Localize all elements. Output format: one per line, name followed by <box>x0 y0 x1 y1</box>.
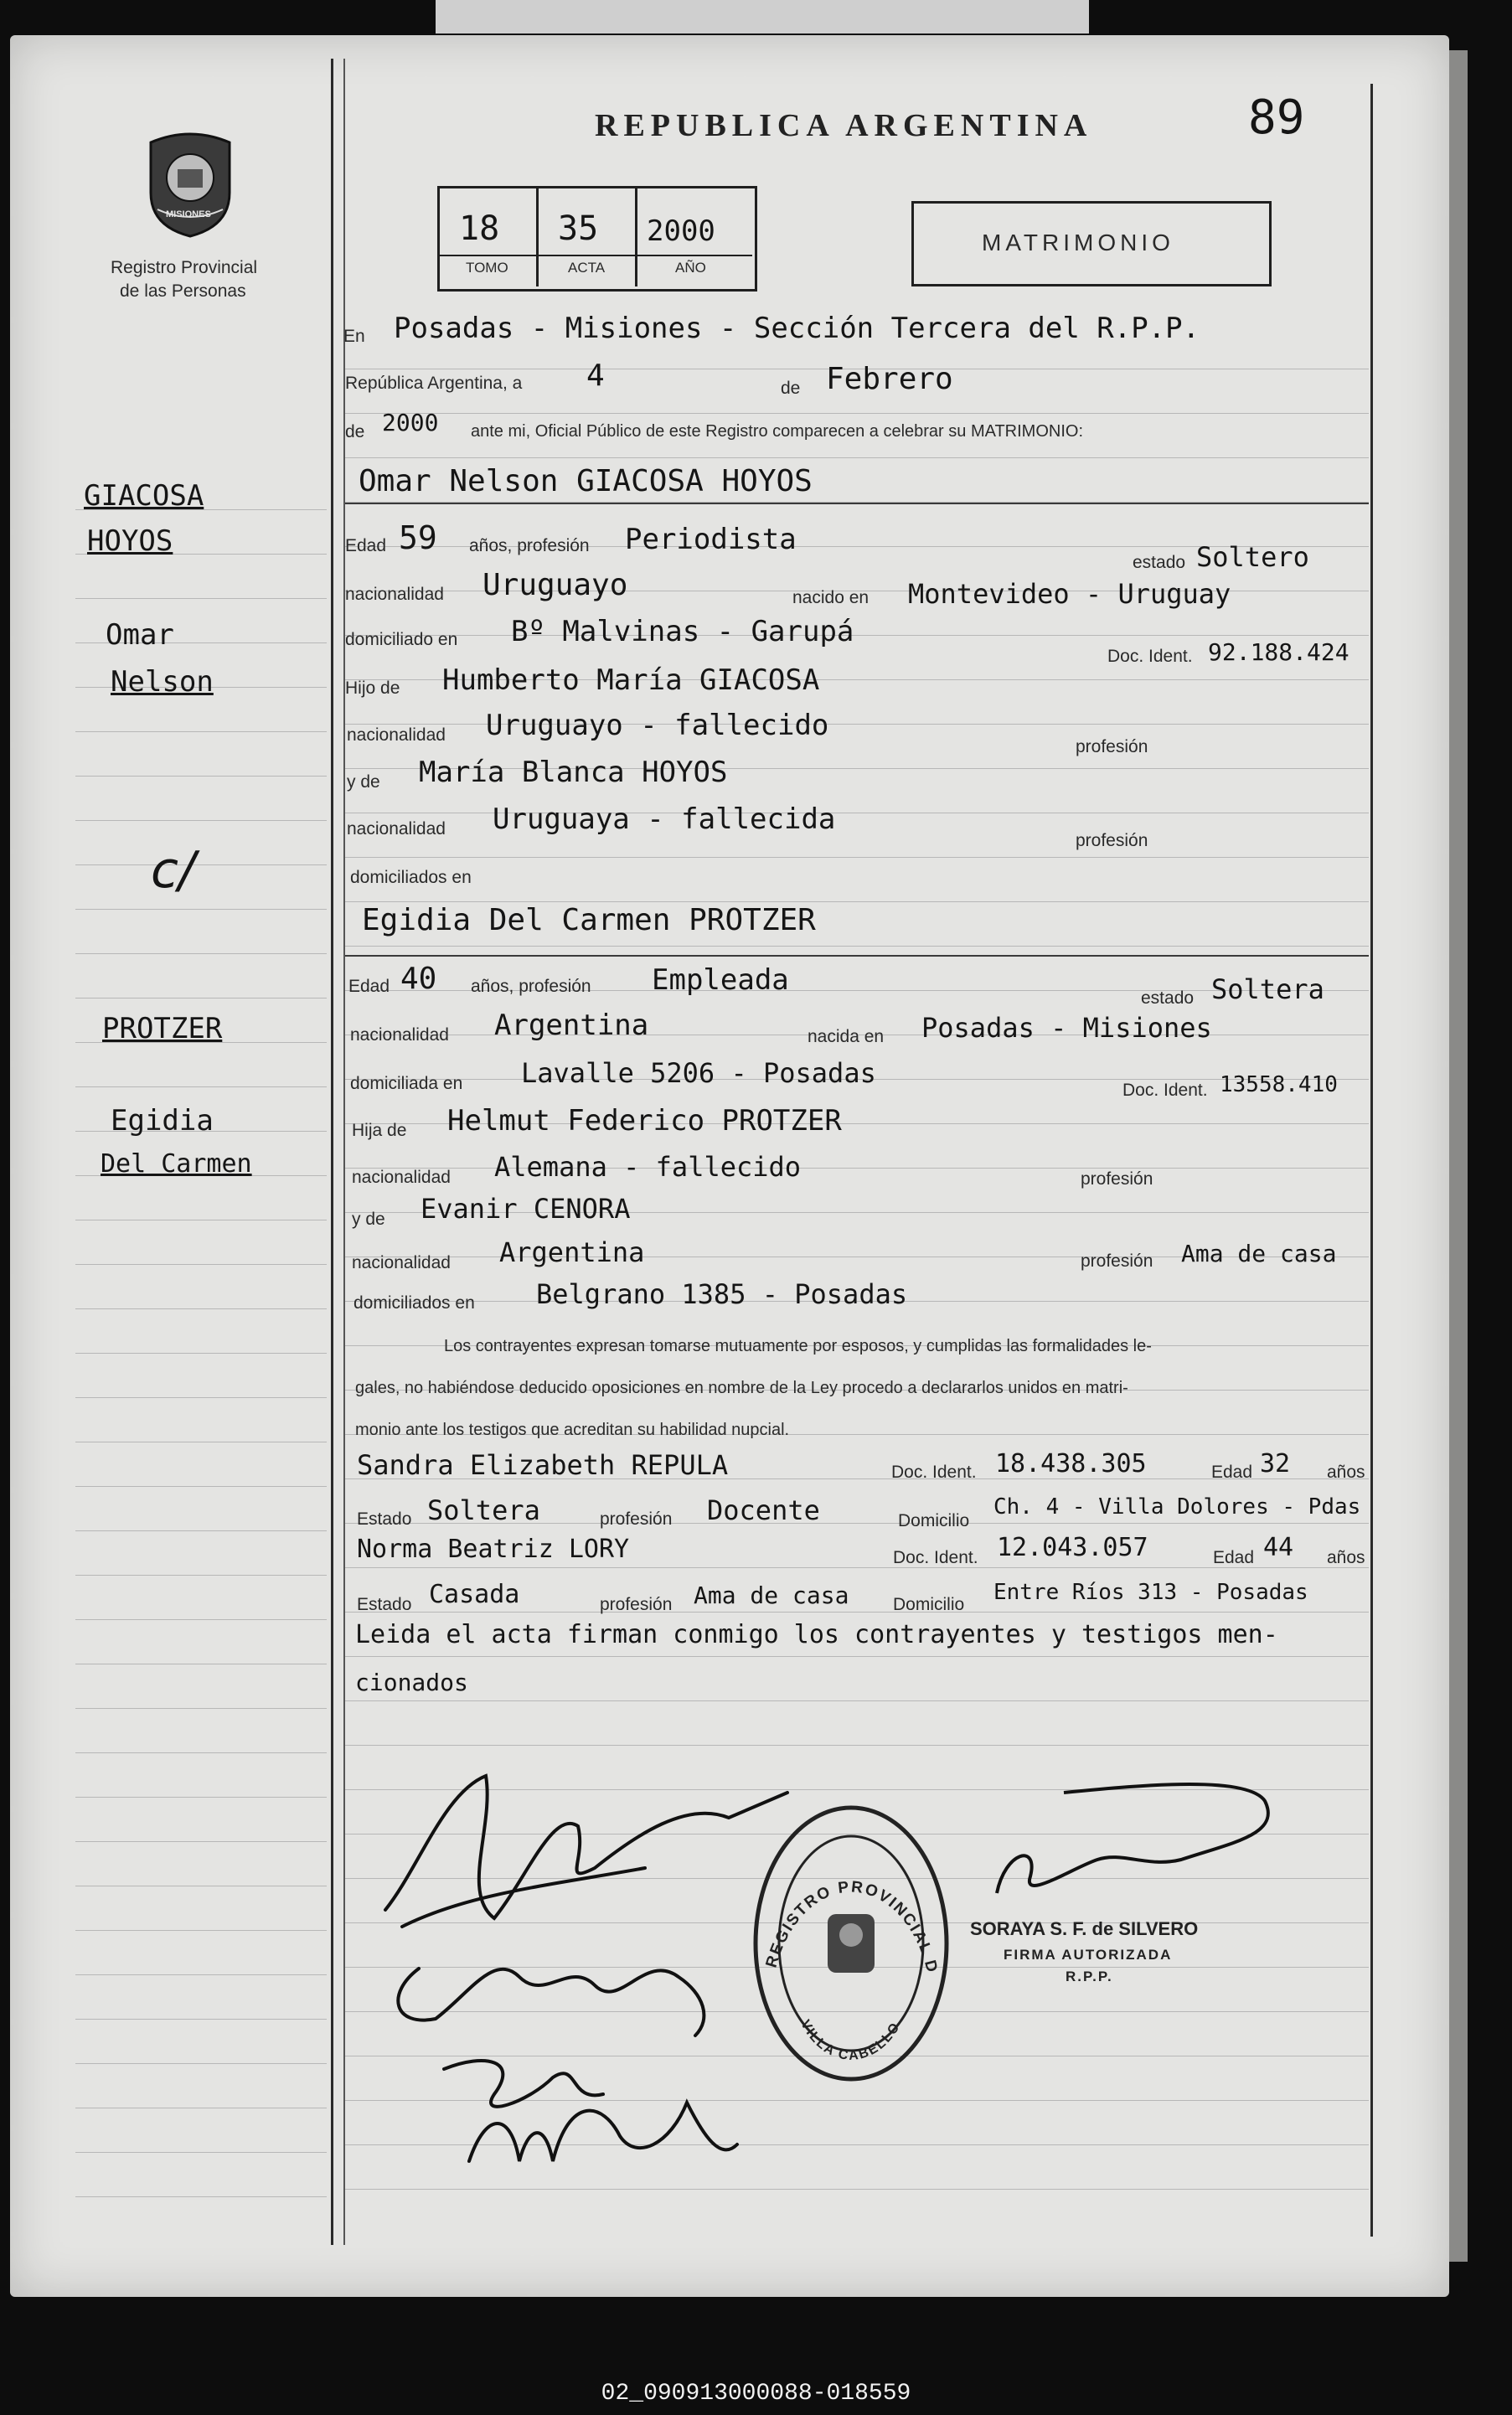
margin-ruled-line <box>75 1797 327 1798</box>
groom-father-nat-label: nacionalidad <box>347 725 446 745</box>
groom-nationality: Uruguayo <box>482 568 628 602</box>
tomo-label: TOMO <box>466 260 508 276</box>
margin-ruled-line <box>75 909 327 910</box>
ruled-line <box>345 1612 1369 1613</box>
margin-ruled-line <box>75 1708 327 1709</box>
groom-father-prof-label: profesión <box>1076 737 1148 756</box>
witness-2-estado-label: Estado <box>357 1595 412 1614</box>
emblem-label: MISIONES <box>166 209 211 219</box>
ruled-line <box>345 457 1369 458</box>
witness-2-status: Casada <box>429 1580 520 1609</box>
witness-2-doc: 12.043.057 <box>997 1533 1148 1562</box>
record-box-divider <box>536 188 539 286</box>
country-title: REPUBLICA ARGENTINA <box>595 108 1093 143</box>
groom-doc-label: Doc. Ident. <box>1107 647 1193 666</box>
witness-1-dom-label: Domicilio <box>898 1511 970 1530</box>
page-top-edge <box>436 0 1089 34</box>
bride-yde-label: y de <box>352 1210 385 1229</box>
witness-1-doc: 18.438.305 <box>995 1449 1147 1478</box>
margin-bride-given-2: Del Carmen <box>101 1149 252 1179</box>
intro-text: ante mi, Oficial Público de este Registro comparecen a celebrar su MATRIMONIO: <box>471 422 1084 441</box>
ruled-line <box>345 635 1369 636</box>
witness-1-edad-label: Edad <box>1211 1463 1253 1482</box>
bride-father-prof-label: profesión <box>1081 1169 1153 1189</box>
groom-mother-nat-label: nacionalidad <box>347 819 446 839</box>
signature-bride <box>398 1969 704 2036</box>
groom-dom-label: domiciliado en <box>345 630 458 649</box>
official-title-1: FIRMA AUTORIZADA <box>1004 1947 1173 1963</box>
margin-ruled-line <box>75 731 327 732</box>
ruled-line <box>345 413 1369 414</box>
margin-ruled-line <box>75 2196 327 2197</box>
groom-estado-label: estado <box>1133 553 1186 572</box>
witness-1-estado-label: Estado <box>357 1509 412 1529</box>
groom-parents-dom-label: domiciliados en <box>350 868 472 887</box>
margin-groom-surname-1: GIACOSA <box>84 479 204 513</box>
tomo-value: 18 <box>459 209 500 248</box>
ruled-line <box>345 1656 1369 1657</box>
witness-1-status: Soltera <box>427 1494 540 1526</box>
groom-mother-nationality: Uruguaya - fallecida <box>493 802 836 836</box>
margin-ruled-line <box>75 2152 327 2153</box>
bride-hija-label: Hija de <box>352 1121 407 1140</box>
bride-mother-nat-label: nacionalidad <box>352 1253 451 1272</box>
margin-ruled-line <box>75 953 327 954</box>
left-margin-line <box>331 59 333 2245</box>
en-label: En <box>343 327 365 346</box>
groom-hijo-label: Hijo de <box>345 679 400 698</box>
witness-2-prof-label: profesión <box>600 1595 673 1614</box>
registry-name-2: de las Personas <box>120 281 246 301</box>
groom-address: Bº Malvinas - Garupá <box>511 615 854 648</box>
witness-2-dom-label: Domicilio <box>893 1595 965 1614</box>
seal-text-top: REGISTRO PROVINCIAL D <box>762 1878 942 1976</box>
margin-ruled-line <box>75 598 327 599</box>
bride-mother-profession: Ama de casa <box>1181 1240 1337 1267</box>
witness-1-doc-label: Doc. Ident. <box>891 1463 977 1482</box>
bride-nacida-label: nacida en <box>808 1027 885 1046</box>
margin-groom-given-2: Nelson <box>111 665 214 699</box>
witness-2-address: Entre Ríos 313 - Posadas <box>993 1580 1308 1605</box>
record-box-divider <box>635 188 637 286</box>
signature-witness-2 <box>469 2103 737 2161</box>
bride-father-nationality: Alemana - fallecido <box>494 1151 802 1183</box>
margin-ruled-line <box>75 1264 327 1265</box>
file-id-caption: 02_090913000088-018559 <box>601 2381 911 2407</box>
witness-2-age: 44 <box>1263 1533 1294 1562</box>
groom-father-nationality: Uruguayo - fallecido <box>486 709 829 742</box>
bride-address: Lavalle 5206 - Posadas <box>521 1057 876 1089</box>
witness-2-profession: Ama de casa <box>694 1582 849 1609</box>
ruled-line <box>345 857 1369 858</box>
acta-label: ACTA <box>568 260 606 276</box>
official-name: SORAYA S. F. de SILVERO <box>970 1918 1199 1939</box>
margin-ruled-line <box>75 1308 327 1309</box>
witness-1-address: Ch. 4 - Villa Dolores - Pdas <box>993 1494 1361 1520</box>
page-stack-edge <box>1449 50 1468 2262</box>
margin-ruled-line <box>75 1841 327 1842</box>
year-prefix: de <box>345 422 365 441</box>
margin-ruled-line <box>75 998 327 999</box>
margin-groom-surname-2: HOYOS <box>87 524 173 558</box>
registry-name-1: Registro Provincial <box>111 258 258 277</box>
margin-ruled-line <box>75 1575 327 1576</box>
bride-age: 40 <box>400 962 437 996</box>
signatures <box>369 1742 804 2195</box>
ruled-line <box>345 946 1369 947</box>
registry-seal <box>751 1801 952 2086</box>
witness-1-age: 32 <box>1260 1449 1291 1478</box>
ruled-line <box>345 1700 1369 1701</box>
de-label: de <box>781 379 801 398</box>
declaration-line-1: Los contrayentes expresan tomarse mutuamente por esposos, y cumplidas las formalidades le- <box>444 1337 1152 1355</box>
signature-witness-1 <box>444 2061 603 2107</box>
groom-age: 59 <box>399 519 437 556</box>
groom-father: Humberto María GIACOSA <box>442 663 820 697</box>
groom-full-name: Omar Nelson GIACOSA HOYOS <box>359 464 813 498</box>
bride-nat-label: nacionalidad <box>350 1025 449 1045</box>
bride-mother-nationality: Argentina <box>499 1236 645 1268</box>
witness-1-anos-label: años <box>1327 1463 1365 1482</box>
month: Febrero <box>826 362 953 396</box>
bride-dom-label: domiciliada en <box>350 1074 463 1093</box>
declaration-line-2: gales, no habiéndose deducido oposiciones en nombre de la Ley procedo a declararlos unidos en matri- <box>355 1379 1128 1397</box>
declaration-line-3: monio ante los testigos que acreditan su habilidad nupcial. <box>355 1421 790 1439</box>
margin-bride-surname: PROTZER <box>102 1012 223 1045</box>
groom-separator <box>345 503 1369 504</box>
ano-value: 2000 <box>647 214 715 248</box>
official-title-2: R.P.P. <box>1066 1969 1113 1984</box>
bride-estado-label: estado <box>1141 988 1195 1008</box>
bride-parents-dom-label: domiciliados en <box>353 1293 475 1313</box>
bride-edad-label: Edad <box>348 977 390 996</box>
witness-2-edad-label: Edad <box>1213 1548 1255 1567</box>
groom-nat-label: nacionalidad <box>345 585 444 604</box>
place: Posadas - Misiones - Sección Tercera del R.P.P. <box>394 312 1200 345</box>
witness-1-name: Sandra Elizabeth REPULA <box>357 1449 729 1481</box>
bride-mother: Evanir CENORA <box>421 1193 631 1225</box>
bride-profession: Empleada <box>652 963 789 997</box>
ruled-line <box>345 901 1369 902</box>
groom-birthplace: Montevideo - Uruguay <box>908 578 1231 610</box>
right-margin-line <box>1370 84 1373 2237</box>
day: 4 <box>586 359 605 393</box>
acta-value: 35 <box>558 209 599 248</box>
bride-profesion-label: años, profesión <box>471 977 591 996</box>
groom-mother-prof-label: profesión <box>1076 831 1148 850</box>
registry-emblem-icon <box>141 126 240 241</box>
margin-ruled-line <box>75 1974 327 1975</box>
bride-father: Helmut Federico PROTZER <box>447 1104 842 1138</box>
signature-groom <box>385 1776 787 1918</box>
groom-doc: 92.188.424 <box>1208 638 1349 666</box>
bride-separator <box>345 955 1369 957</box>
margin-ruled-line <box>75 2019 327 2020</box>
bride-father-nat-label: nacionalidad <box>352 1168 451 1187</box>
year: 2000 <box>382 409 439 436</box>
bride-doc-label: Doc. Ident. <box>1122 1081 1208 1100</box>
groom-mother: María Blanca HOYOS <box>419 756 728 789</box>
bride-doc: 13558.410 <box>1220 1072 1338 1097</box>
page-number: 89 <box>1248 90 1305 145</box>
margin-ruled-line <box>75 1752 327 1753</box>
republica-label: República Argentina, a <box>345 374 523 393</box>
witness-2-doc-label: Doc. Ident. <box>893 1548 978 1567</box>
witness-1-profession: Docente <box>707 1494 820 1526</box>
margin-ruled-line <box>75 1619 327 1620</box>
bride-status: Soltera <box>1211 973 1324 1005</box>
margin-ruled-line <box>75 820 327 821</box>
seal-text-bottom: VILLA CABELLO <box>797 2017 904 2063</box>
margin-ruled-line <box>75 1397 327 1398</box>
official-signature <box>980 1776 1298 1910</box>
closing-line-2: cionados <box>355 1669 468 1696</box>
margin-ruled-line <box>75 776 327 777</box>
margin-ruled-line <box>75 864 327 865</box>
bride-mother-prof-label: profesión <box>1081 1251 1153 1271</box>
margin-groom-given-1: Omar <box>106 618 174 652</box>
groom-nacido-label: nacido en <box>792 588 870 607</box>
groom-profesion-label: años, profesión <box>469 536 590 555</box>
record-box-rule <box>440 255 752 256</box>
margin-ruled-line <box>75 2063 327 2064</box>
margin-ruled-line <box>75 1530 327 1531</box>
ano-label: AÑO <box>675 260 706 276</box>
margin-bride-given-1: Egidia <box>111 1104 214 1138</box>
groom-status: Soltero <box>1196 541 1309 573</box>
margin-ruled-line <box>75 1930 327 1931</box>
bride-full-name: Egidia Del Carmen PROTZER <box>362 903 816 937</box>
groom-profession: Periodista <box>625 523 797 556</box>
groom-edad-label: Edad <box>345 536 387 555</box>
margin-ruled-line <box>75 1486 327 1487</box>
margin-ruled-line <box>75 1353 327 1354</box>
margin-ruled-line <box>75 1086 327 1087</box>
witness-2-anos-label: años <box>1327 1548 1365 1567</box>
svg-text:VILLA CABELLO <box>797 2018 903 2063</box>
witness-2-name: Norma Beatriz LORY <box>357 1535 630 1564</box>
bride-nationality: Argentina <box>494 1009 649 1042</box>
witness-1-prof-label: profesión <box>600 1509 673 1529</box>
bride-birthplace: Posadas - Misiones <box>921 1012 1212 1044</box>
bride-parents-address: Belgrano 1385 - Posadas <box>536 1278 908 1310</box>
margin-connector: c/ <box>151 841 196 900</box>
act-type: MATRIMONIO <box>982 230 1174 255</box>
closing-line-1: Leida el acta firman conmigo los contrayentes y testigos men- <box>355 1620 1278 1649</box>
groom-yde-label: y de <box>347 772 380 792</box>
